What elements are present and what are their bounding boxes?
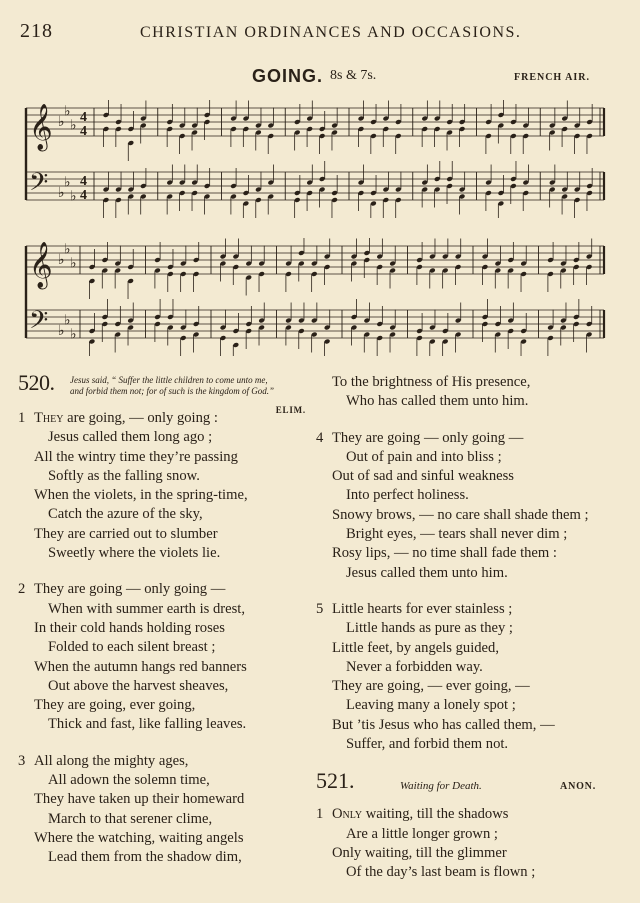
stanza-3-continued <box>316 373 626 412</box>
left-column <box>18 370 310 868</box>
svg-text:4: 4 <box>80 188 87 203</box>
verse-line: Out of sad and sinful weakness <box>332 468 514 485</box>
stanza-5 <box>316 600 626 754</box>
verse-line: 1 They are going, — only going : <box>18 410 218 426</box>
verse-line: Bright eyes, — tears shall never dim ; <box>346 526 568 543</box>
verse-line: Rosy lips, — no time shall fade them : <box>332 545 557 562</box>
verse-line: Jesus called them long ago ; <box>48 429 213 446</box>
svg-text:4: 4 <box>80 124 87 139</box>
hymn-number: 520. <box>18 370 55 395</box>
stanza-2 <box>18 580 310 734</box>
svg-text:♭: ♭ <box>64 175 71 191</box>
hymn-author: ANON. <box>560 781 596 793</box>
tune-source: FRENCH AIR. <box>513 72 590 83</box>
svg-text:♭: ♭ <box>58 324 65 339</box>
verse-line: When the autumn hangs red banners <box>34 658 247 675</box>
verse-line: They are going, ever going, <box>34 697 196 714</box>
hymn-epigraph: Jesus said, “ Suffer the little children to come unto me, and forbid them not; for of such is the kingdom of God.” <box>70 375 274 396</box>
verse-line: Lead them from the shadow dim, <box>48 849 242 866</box>
svg-text:𝄞: 𝄞 <box>29 242 53 288</box>
verse-line: 4 They are going — only going — <box>316 429 524 446</box>
verse-line: Softly as the falling snow. <box>48 467 200 484</box>
hymn-author: ELIM. <box>275 405 306 415</box>
svg-text:♭: ♭ <box>58 186 65 201</box>
stanza-3 <box>18 752 310 868</box>
svg-text:♭: ♭ <box>70 256 77 272</box>
verse-line: 5 Little hearts for ever stainless ; <box>316 600 513 617</box>
verse-line: Snowy brows, — no care shall shade them ; <box>332 506 589 523</box>
verse-line: Out of pain and into bliss ; <box>346 448 502 465</box>
verse-line: Are a little longer grown ; <box>346 825 498 842</box>
running-title: CHRISTIAN ORDINANCES AND OCCASIONS. <box>140 24 522 41</box>
verse-line: All adown the solemn time, <box>48 772 210 789</box>
verse-line: March to that serener clime, <box>48 810 213 827</box>
svg-text:𝄢: 𝄢 <box>29 168 49 203</box>
verse-line: Little hands as pure as they ; <box>346 620 513 637</box>
music-staff-image <box>22 238 608 356</box>
verse-line: To the brightness of His presence, <box>332 374 531 390</box>
verse-line: Jesus called them unto him. <box>346 564 508 581</box>
verse-line: Out above the harvest sheaves, <box>48 677 229 694</box>
verse-line: Only waiting, till the glimmer <box>332 844 507 861</box>
right-column <box>316 373 626 883</box>
svg-text:𝄞: 𝄞 <box>29 104 53 150</box>
verse-line: All the wintry time they’re passing <box>34 448 238 465</box>
stanza-1 <box>18 409 310 563</box>
verse-line: They are going, — ever going, — <box>332 678 530 695</box>
hymn-title: Waiting for Death. <box>400 780 482 793</box>
verse-line: Folded to each silent breast ; <box>48 639 216 656</box>
verse-line: Catch the azure of the sky, <box>48 506 203 523</box>
svg-text:4: 4 <box>80 174 87 189</box>
verse-line: But ’tis Jesus who has called them, — <box>332 716 555 733</box>
music-score-system-2 <box>22 238 608 356</box>
verse-line: They are carried out to slumber <box>34 525 218 542</box>
verse-line: When the violets, in the spring-time, <box>34 487 248 504</box>
svg-text:♭: ♭ <box>70 118 77 134</box>
verse-line: Of the day’s last beam is flown ; <box>346 864 536 881</box>
svg-text:4: 4 <box>80 110 87 125</box>
svg-text:♭: ♭ <box>58 115 65 130</box>
page-header <box>20 20 620 44</box>
verse-line: Where the watching, waiting angels <box>34 829 244 846</box>
verse-line: Leaving many a lonely spot ; <box>346 697 516 714</box>
page-number: 218 <box>20 20 53 42</box>
verse-line: 1 Only waiting, till the shadows <box>316 806 509 823</box>
verse-line: 2 They are going — only going — <box>18 581 226 598</box>
verse-line: Suffer, and forbid them not. <box>346 736 509 753</box>
tune-heading <box>20 66 620 88</box>
music-staff-image <box>22 100 608 218</box>
hymn-521-stanza-1 <box>316 805 626 882</box>
svg-text:𝄢: 𝄢 <box>29 306 49 341</box>
svg-text:♭: ♭ <box>58 253 65 268</box>
verse-line: Into perfect holiness. <box>346 487 469 504</box>
hymn-520-heading <box>18 370 310 415</box>
tune-name: GOING. <box>252 66 324 86</box>
verse-line: Thick and fast, like falling leaves. <box>48 716 247 733</box>
svg-text:♭: ♭ <box>70 327 77 343</box>
verse-line: When with summer earth is drest, <box>48 600 245 617</box>
stanza-4 <box>316 429 626 583</box>
verse-line: Who has called them unto him. <box>346 393 529 410</box>
svg-text:♭: ♭ <box>64 104 71 120</box>
hymn-number: 521. <box>316 768 355 794</box>
svg-text:♭: ♭ <box>64 313 71 329</box>
svg-text:♭: ♭ <box>70 189 77 205</box>
verse-line: Never a forbidden way. <box>346 658 483 675</box>
music-score-system-1 <box>22 100 608 218</box>
hymn-521-heading <box>316 768 626 805</box>
verse-line: 3 All along the mighty ages, <box>18 752 189 769</box>
verse-line: Little feet, by angels guided, <box>332 639 499 656</box>
svg-text:♭: ♭ <box>64 242 71 258</box>
verse-line: They have taken up their homeward <box>34 791 245 808</box>
tune-meter: 8s & 7s. <box>330 68 377 83</box>
verse-line: Sweetly where the violets lie. <box>48 545 221 562</box>
verse-line: In their cold hands holding roses <box>34 619 225 636</box>
